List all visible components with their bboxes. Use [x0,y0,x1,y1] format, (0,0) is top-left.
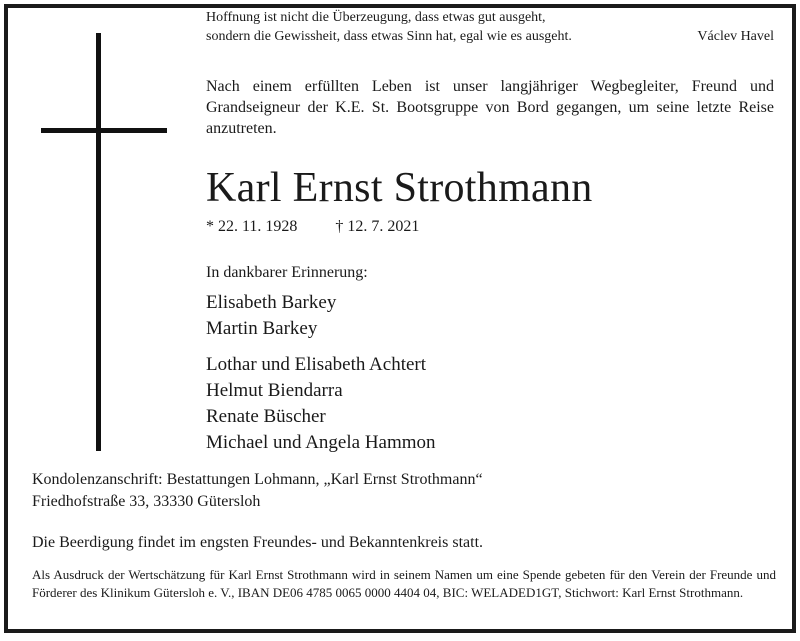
life-dates [206,218,419,236]
burial-note: Die Beerdigung findet im engsten Freundes- und Bekanntenkreis statt. [32,534,484,551]
mourner: Lothar und Elisabeth Achtert [206,354,427,375]
mourner: Helmut Biendarra [206,380,343,401]
mourner: Elisabeth Barkey [206,292,337,313]
birth-date: * 22. 11. 1928 [206,218,298,235]
intro-text: Nach einem erfüllten Leben ist unser langjähriger Wegbegleiter, Freund und Grandseigneur der K.E. St. Bootsgruppe von Bord gegangen, um seine letzte Reise anzutreten. [206,78,774,137]
condolence-line-2: Friedhofstraße 33, 33330 Gütersloh [32,493,261,510]
obituary-card [4,4,796,633]
quote-author: Václev Havel [697,29,774,44]
quote-line-1: Hoffnung ist nicht die Überzeugung, dass etwas gut ausgeht, [206,10,546,25]
death-date: † 12. 7. 2021 [335,218,420,235]
condolence-line-1: Kondolenzanschrift: Bestattungen Lohmann, „Karl Ernst Strothmann“ [32,471,483,488]
gratitude-line: In dankbarer Erinnerung: [206,264,368,281]
mourners-list [206,290,436,456]
donation-note: Als Ausdruck der Wertschätzung für Karl Ernst Strothmann wird in seinem Namen um eine Spende gebeten für den Verein der Freunde und Förderer des Klinikum Gütersloh e. V., IBAN DE06 4785 0065 0000 4404 04, BIC: WELADED1GT, Stichwort: Karl Ernst Strothmann. [32,567,776,600]
mourner: Michael und Angela Hammon [206,432,436,453]
cross-vertical-bar [96,33,101,451]
deceased-name: Karl Ernst Strothmann [206,165,593,211]
mourner: Martin Barkey [206,318,318,339]
mourner: Renate Büscher [206,406,326,427]
quote-line-2: sondern die Gewissheit, dass etwas Sinn hat, egal wie es ausgeht. [206,29,572,44]
quote-block [206,8,774,46]
condolence-address [32,469,483,513]
cross-horizontal-bar [41,128,167,133]
